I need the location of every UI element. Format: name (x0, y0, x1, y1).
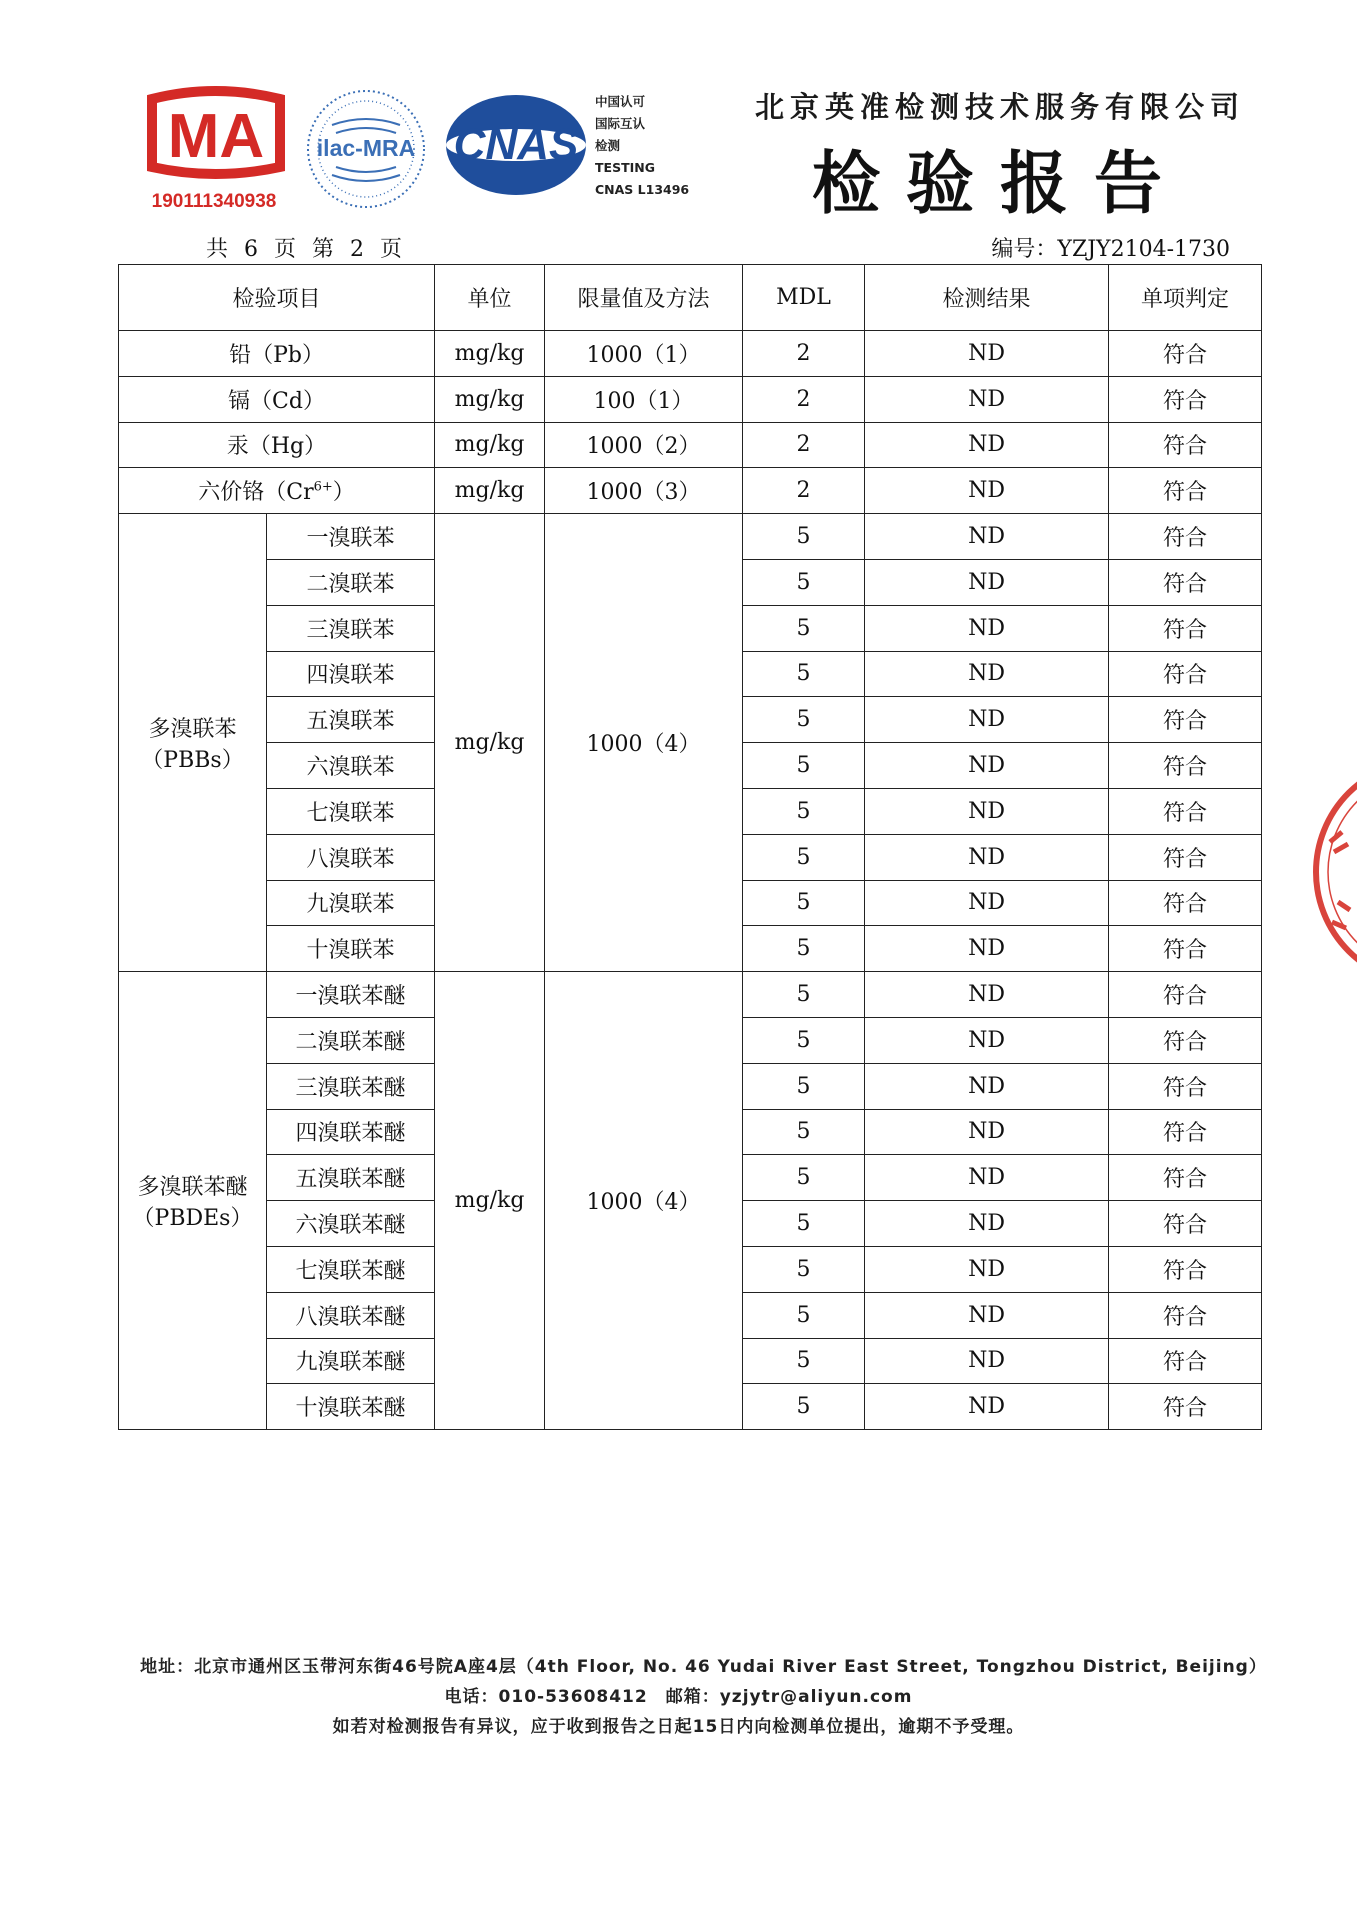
sub-item-cell: 一溴联苯 (267, 514, 435, 560)
sub-item-cell: 十溴联苯醚 (267, 1384, 435, 1430)
result-cell: ND (865, 1384, 1109, 1430)
report-title: 检验报告 (811, 144, 1188, 224)
table-row (119, 422, 1262, 468)
limit-cell: 1000（2） (545, 422, 743, 468)
sub-item-cell: 八溴联苯 (267, 834, 435, 880)
result-cell: ND (865, 1201, 1109, 1247)
mdl-cell: 2 (743, 468, 865, 514)
result-cell: ND (865, 743, 1109, 789)
item-text-suffix: ） (332, 480, 355, 506)
sub-item-cell: 七溴联苯 (267, 788, 435, 834)
accreditation-line: 检测 (595, 138, 621, 153)
page-counter (206, 232, 418, 263)
judgement-cell: 符合 (1109, 926, 1262, 972)
sub-item-cell: 五溴联苯醚 (267, 1155, 435, 1201)
header-judgement: 单项判定 (1109, 265, 1262, 331)
page-total-prefix: 共 (206, 237, 231, 262)
pbde-group-name: 多溴联苯醚 (137, 1174, 248, 1200)
header-mdl: MDL (743, 265, 865, 331)
unit-cell: mg/kg (435, 514, 545, 972)
result-cell: ND (865, 834, 1109, 880)
sub-item-cell: 十溴联苯 (267, 926, 435, 972)
result-cell: ND (865, 972, 1109, 1018)
judgement-cell: 符合 (1109, 1338, 1262, 1384)
mdl-cell: 5 (743, 743, 865, 789)
unit-cell: mg/kg (435, 422, 545, 468)
limit-cell: 1000（3） (545, 468, 743, 514)
judgement-cell: 符合 (1109, 651, 1262, 697)
mdl-cell: 5 (743, 972, 865, 1018)
mdl-cell: 5 (743, 926, 865, 972)
judgement-cell: 符合 (1109, 697, 1262, 743)
mdl-cell: 5 (743, 559, 865, 605)
mdl-cell: 2 (743, 422, 865, 468)
sub-item-cell: 八溴联苯醚 (267, 1292, 435, 1338)
sub-item-cell: 三溴联苯 (267, 605, 435, 651)
mdl-cell: 5 (743, 1246, 865, 1292)
cma-logo-text: MA (167, 102, 265, 171)
result-cell: ND (865, 1109, 1109, 1155)
result-cell: ND (865, 926, 1109, 972)
judgement-cell: 符合 (1109, 880, 1262, 926)
page-info-bar (118, 232, 1230, 262)
unit-cell: mg/kg (435, 331, 545, 377)
judgement-cell: 符合 (1109, 972, 1262, 1018)
sub-item-cell: 二溴联苯醚 (267, 1017, 435, 1063)
judgement-cell: 符合 (1109, 422, 1262, 468)
header-limit: 限量值及方法 (545, 265, 743, 331)
judgement-cell: 符合 (1109, 331, 1262, 377)
mdl-cell: 5 (743, 1338, 865, 1384)
judgement-cell: 符合 (1109, 605, 1262, 651)
results-table (118, 264, 1262, 1430)
unit-cell: mg/kg (435, 972, 545, 1430)
item-superscript: 6+ (313, 479, 333, 495)
accreditation-line: TESTING (595, 160, 655, 175)
result-cell: ND (865, 1246, 1109, 1292)
result-cell: ND (865, 1292, 1109, 1338)
item-cell: 铅（Pb） (119, 331, 435, 377)
judgement-cell: 符合 (1109, 1109, 1262, 1155)
judgement-cell: 符合 (1109, 1292, 1262, 1338)
result-cell: ND (865, 1017, 1109, 1063)
sub-item-cell: 二溴联苯 (267, 559, 435, 605)
pbb-group-abbr: （PBBs） (141, 747, 244, 773)
table-header-row (119, 265, 1262, 331)
judgement-cell: 符合 (1109, 376, 1262, 422)
result-cell: ND (865, 605, 1109, 651)
accreditation-line: 中国认可 (595, 94, 646, 109)
mdl-cell: 5 (743, 1201, 865, 1247)
page-word-2: 页 (380, 237, 405, 262)
mdl-cell: 5 (743, 1017, 865, 1063)
limit-cell: 1000（4） (545, 514, 743, 972)
footer-notice: 如若对检测报告有异议，应于收到报告之日起15日内向检测单位提出，逾期不予受理。 (332, 1717, 1025, 1737)
result-cell: ND (865, 1155, 1109, 1201)
judgement-cell: 符合 (1109, 1155, 1262, 1201)
sub-item-cell: 九溴联苯 (267, 880, 435, 926)
footer-address: 地址：北京市通州区玉带河东街46号院A座4层（4th Floor, No. 46 Yudai River East Street, Tongzhou District, Beijing） (140, 1657, 1267, 1677)
mdl-cell: 5 (743, 1063, 865, 1109)
pbde-group (119, 972, 1262, 1430)
table-row (119, 468, 1262, 514)
mdl-cell: 2 (743, 376, 865, 422)
report-number: 编号：YZJY2104-1730 (991, 237, 1230, 262)
judgement-cell: 符合 (1109, 834, 1262, 880)
result-cell: ND (865, 697, 1109, 743)
sub-item-cell: 七溴联苯醚 (267, 1246, 435, 1292)
header-unit: 单位 (435, 265, 545, 331)
judgement-cell: 符合 (1109, 1017, 1262, 1063)
sub-item-cell: 四溴联苯醚 (267, 1109, 435, 1155)
limit-cell: 1000（1） (545, 331, 743, 377)
sub-item-cell: 六溴联苯醚 (267, 1201, 435, 1247)
cnas-logo (442, 93, 590, 198)
result-cell: ND (865, 1338, 1109, 1384)
table-row (119, 514, 1262, 560)
limit-cell: 100（1） (545, 376, 743, 422)
table-row (119, 376, 1262, 422)
judgement-cell: 符合 (1109, 788, 1262, 834)
footer-contact: 电话：010-53608412 邮箱：yzjytr@aliyun.com (444, 1687, 913, 1707)
mdl-cell: 5 (743, 1109, 865, 1155)
result-cell: ND (865, 559, 1109, 605)
result-cell: ND (865, 514, 1109, 560)
result-cell: ND (865, 788, 1109, 834)
judgement-cell: 符合 (1109, 743, 1262, 789)
cma-number: 190111340938 (151, 191, 277, 212)
unit-cell: mg/kg (435, 376, 545, 422)
result-cell: ND (865, 880, 1109, 926)
mdl-cell: 2 (743, 331, 865, 377)
pbde-group-name-cell (119, 972, 267, 1430)
page-current: 2 (350, 237, 367, 262)
page-total: 6 (244, 237, 261, 262)
company-name: 北京英准检测技术服务有限公司 (754, 90, 1245, 124)
item-cell: 汞（Hg） (119, 422, 435, 468)
mdl-cell: 5 (743, 1292, 865, 1338)
accreditation-line: 国际互认 (595, 116, 646, 131)
accreditation-text (595, 91, 715, 201)
pbb-group-name-cell (119, 514, 267, 972)
ilac-mra-logo (302, 85, 430, 215)
limit-cell: 1000（4） (545, 972, 743, 1430)
judgement-cell: 符合 (1109, 1384, 1262, 1430)
item-cell: 镉（Cd） (119, 376, 435, 422)
header-item: 检验项目 (119, 265, 435, 331)
sub-item-cell: 六溴联苯 (267, 743, 435, 789)
mdl-cell: 5 (743, 651, 865, 697)
judgement-cell: 符合 (1109, 514, 1262, 560)
judgement-cell: 符合 (1109, 1246, 1262, 1292)
cnas-logo-text: CNAS (453, 120, 579, 169)
seal-stamp (1308, 752, 1357, 992)
pbb-group (119, 514, 1262, 972)
mdl-cell: 5 (743, 514, 865, 560)
judgement-cell: 符合 (1109, 559, 1262, 605)
mdl-cell: 5 (743, 834, 865, 880)
table-row (119, 331, 1262, 377)
pbde-group-abbr: （PBDEs） (132, 1205, 253, 1231)
result-cell: ND (865, 1063, 1109, 1109)
sub-item-cell: 一溴联苯醚 (267, 972, 435, 1018)
mdl-cell: 5 (743, 1155, 865, 1201)
accreditation-line: CNAS L13496 (595, 182, 690, 197)
item-cell-chromium (119, 468, 435, 514)
mdl-cell: 5 (743, 1384, 865, 1430)
page-current-prefix: 第 (312, 237, 337, 262)
result-cell: ND (865, 376, 1109, 422)
pbb-group-name: 多溴联苯 (148, 716, 237, 742)
sub-item-cell: 九溴联苯醚 (267, 1338, 435, 1384)
item-text: 六价铬（Cr (198, 480, 314, 506)
table-row (119, 972, 1262, 1018)
sub-item-cell: 四溴联苯 (267, 651, 435, 697)
cma-logo (140, 85, 290, 215)
sub-item-cell: 三溴联苯醚 (267, 1063, 435, 1109)
mdl-cell: 5 (743, 697, 865, 743)
sub-item-cell: 五溴联苯 (267, 697, 435, 743)
mdl-cell: 5 (743, 605, 865, 651)
result-cell: ND (865, 331, 1109, 377)
judgement-cell: 符合 (1109, 1201, 1262, 1247)
unit-cell: mg/kg (435, 468, 545, 514)
logo-bar (140, 85, 700, 215)
page-word: 页 (274, 237, 299, 262)
header-result: 检测结果 (865, 265, 1109, 331)
mdl-cell: 5 (743, 788, 865, 834)
judgement-cell: 符合 (1109, 1063, 1262, 1109)
result-cell: ND (865, 651, 1109, 697)
ilac-logo-text: ilac-MRA (316, 135, 416, 161)
judgement-cell: 符合 (1109, 468, 1262, 514)
footer (0, 1652, 1357, 1742)
result-cell: ND (865, 468, 1109, 514)
result-cell: ND (865, 422, 1109, 468)
mdl-cell: 5 (743, 880, 865, 926)
